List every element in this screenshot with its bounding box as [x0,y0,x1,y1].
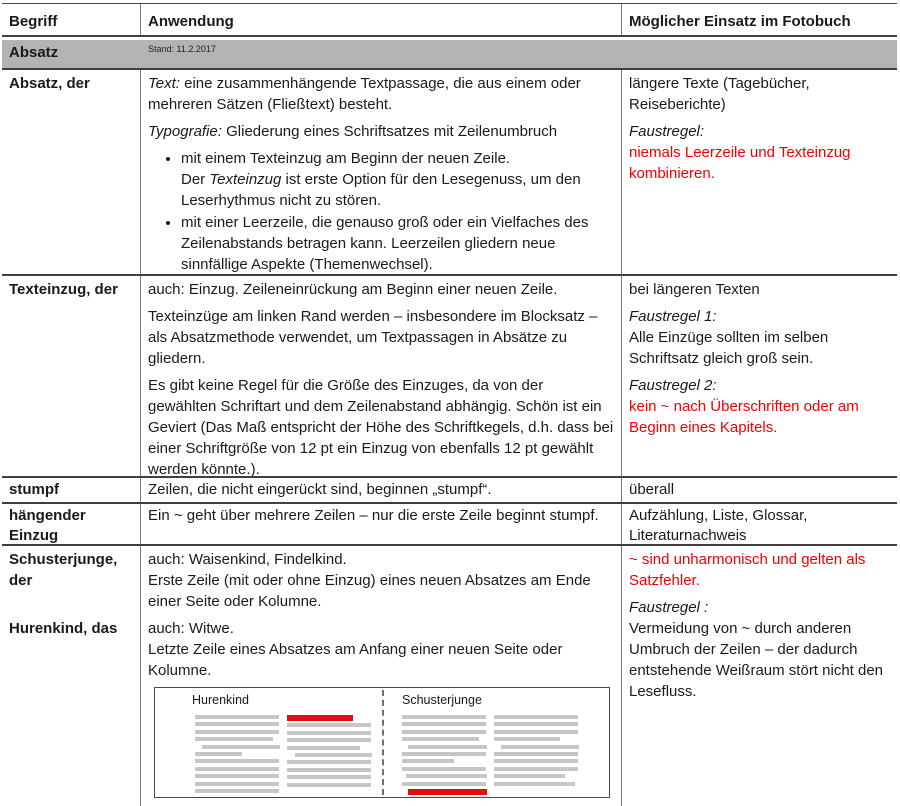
table-header-row [2,4,897,37]
paragraph: Typografie: Gliederung eines Schriftsatzes mit Zeilenumbruch [148,123,558,140]
paragraph: auch: Witwe. Letzte Zeile eines Absatzes am Anfang einer neuen Seite oder Kolumne. [148,620,563,679]
einsatz-schusterjunge-hurenkind [622,546,897,806]
anwendung-texteinzug [141,276,622,476]
section-title: Absatz [9,44,59,61]
figure-label-schusterjunge: Schusterjunge [402,693,482,707]
glossary-table [2,3,897,806]
einsatz-stumpf: überall [629,481,675,498]
table-row-schusterjunge-hurenkind [2,546,897,806]
paragraph: Es gibt keine Regel für die Größe des Einzuges, da von der gewählten Schriftart und dem Zeilenabstand abhängig. Schön ist ein Geviert (Das Maß entspricht der Höhe des Schriftkegels, d.h. dass bei einer Schriftgröße von 12 pt ein Einzug von ebenfalls 12 pt gewählt werden könnte.). [148,377,614,476]
term-absatz: Absatz, der [2,70,141,274]
paragraph: Text: eine zusammenhängende Textpassage, die aus einem oder mehreren Sätzen (Fließtext) besteht. [148,75,581,113]
paragraph: auch: Waisenkind, Findelkind. Erste Zeile (mit oder ohne Einzug) eines neuen Absatzes am Ende einer Seite oder Kolumne. [148,551,591,610]
paragraph: Texteinzüge am linken Rand werden – insbesondere im Blocksatz – als Absatzmethode verwendet, um Textpassagen in Absätze zu gliedern. [148,308,598,367]
term-haengender-einzug: hängender Einzug [2,504,141,544]
text-block-bars [402,715,486,797]
paragraph: Faustregel 1: Alle Einzüge sollten im selben Schriftsatz gleich groß sein. [629,308,829,367]
anwendung-haengender-einzug: Ein ~ geht über mehrere Zeilen – nur die erste Zeile beginnt stumpf. [141,504,622,544]
paragraph: Faustregel: niemals Leerzeile und Texteinzug kombinieren. [629,123,851,182]
paragraph: auch: Einzug. Zeileneinrückung am Beginn einer neuen Zeile. [148,281,558,298]
section-date-stamp: Stand: 11.2.2017 [148,44,216,54]
text-block-bars [195,715,279,796]
einsatz-absatz [622,70,897,274]
bullet-item: • mit einem Texteinzug am Beginn der neuen Zeile. Der Texteinzug ist erste Option für den Lesegenuss, um den Leserhythmus nicht zu stören. [181,148,614,211]
paragraph: ~ sind unharmonisch und gelten als Satzfehler. [629,551,866,589]
figure-label-hurenkind: Hurenkind [192,693,249,707]
bullet-item: • mit einer Leerzeile, die genauso groß oder ein Vielfaches des Zeilenabstands betragen kann. Leerzeilen gliedern neue sinnfällige Aspekte (Themenwechsel). [181,212,614,274]
term-cell [2,546,141,806]
paragraph: bei längeren Texten [629,281,760,298]
anwendung-stumpf: Zeilen, die nicht eingerückt sind, beginnen „stumpf“. [141,478,622,502]
bullet-list [148,148,614,274]
einsatz-texteinzug [622,276,897,476]
column-header-anwendung: Anwendung [141,4,622,35]
section-band-absatz [2,40,897,70]
term-stumpf: stumpf [2,478,141,502]
table-row-texteinzug [2,276,897,478]
column-header-begriff: Begriff [2,4,141,35]
text-block-bars [287,715,371,790]
anwendung-schusterjunge-hurenkind [141,546,622,806]
einsatz-haengender-einzug: Aufzählung, Liste, Glossar, Literaturnachweis [629,507,808,544]
column-header-einsatz: Möglicher Einsatz im Fotobuch [629,13,851,30]
term-schusterjunge: Schusterjunge, der [9,551,118,589]
dashed-divider [382,690,384,795]
paragraph: längere Texte (Tagebücher, Reiseberichte) [629,75,810,113]
table-row-stumpf [2,478,897,504]
table-row-haengender-einzug [2,504,897,546]
paragraph: Faustregel : Vermeidung von ~ durch anderen Umbruch der Zeilen – der dadurch entstehende Weißraum stört nicht den Lesefluss. [629,599,884,700]
paragraph: Faustregel 2: kein ~ nach Überschriften oder am Beginn eines Kapitels. [629,377,859,436]
anwendung-absatz [141,70,622,274]
text-block-bars [494,715,578,789]
typography-example-figure [154,687,610,798]
term-texteinzug: Texteinzug, der [2,276,141,476]
term-hurenkind: Hurenkind, das [9,620,118,637]
table-row-absatz [2,70,897,276]
